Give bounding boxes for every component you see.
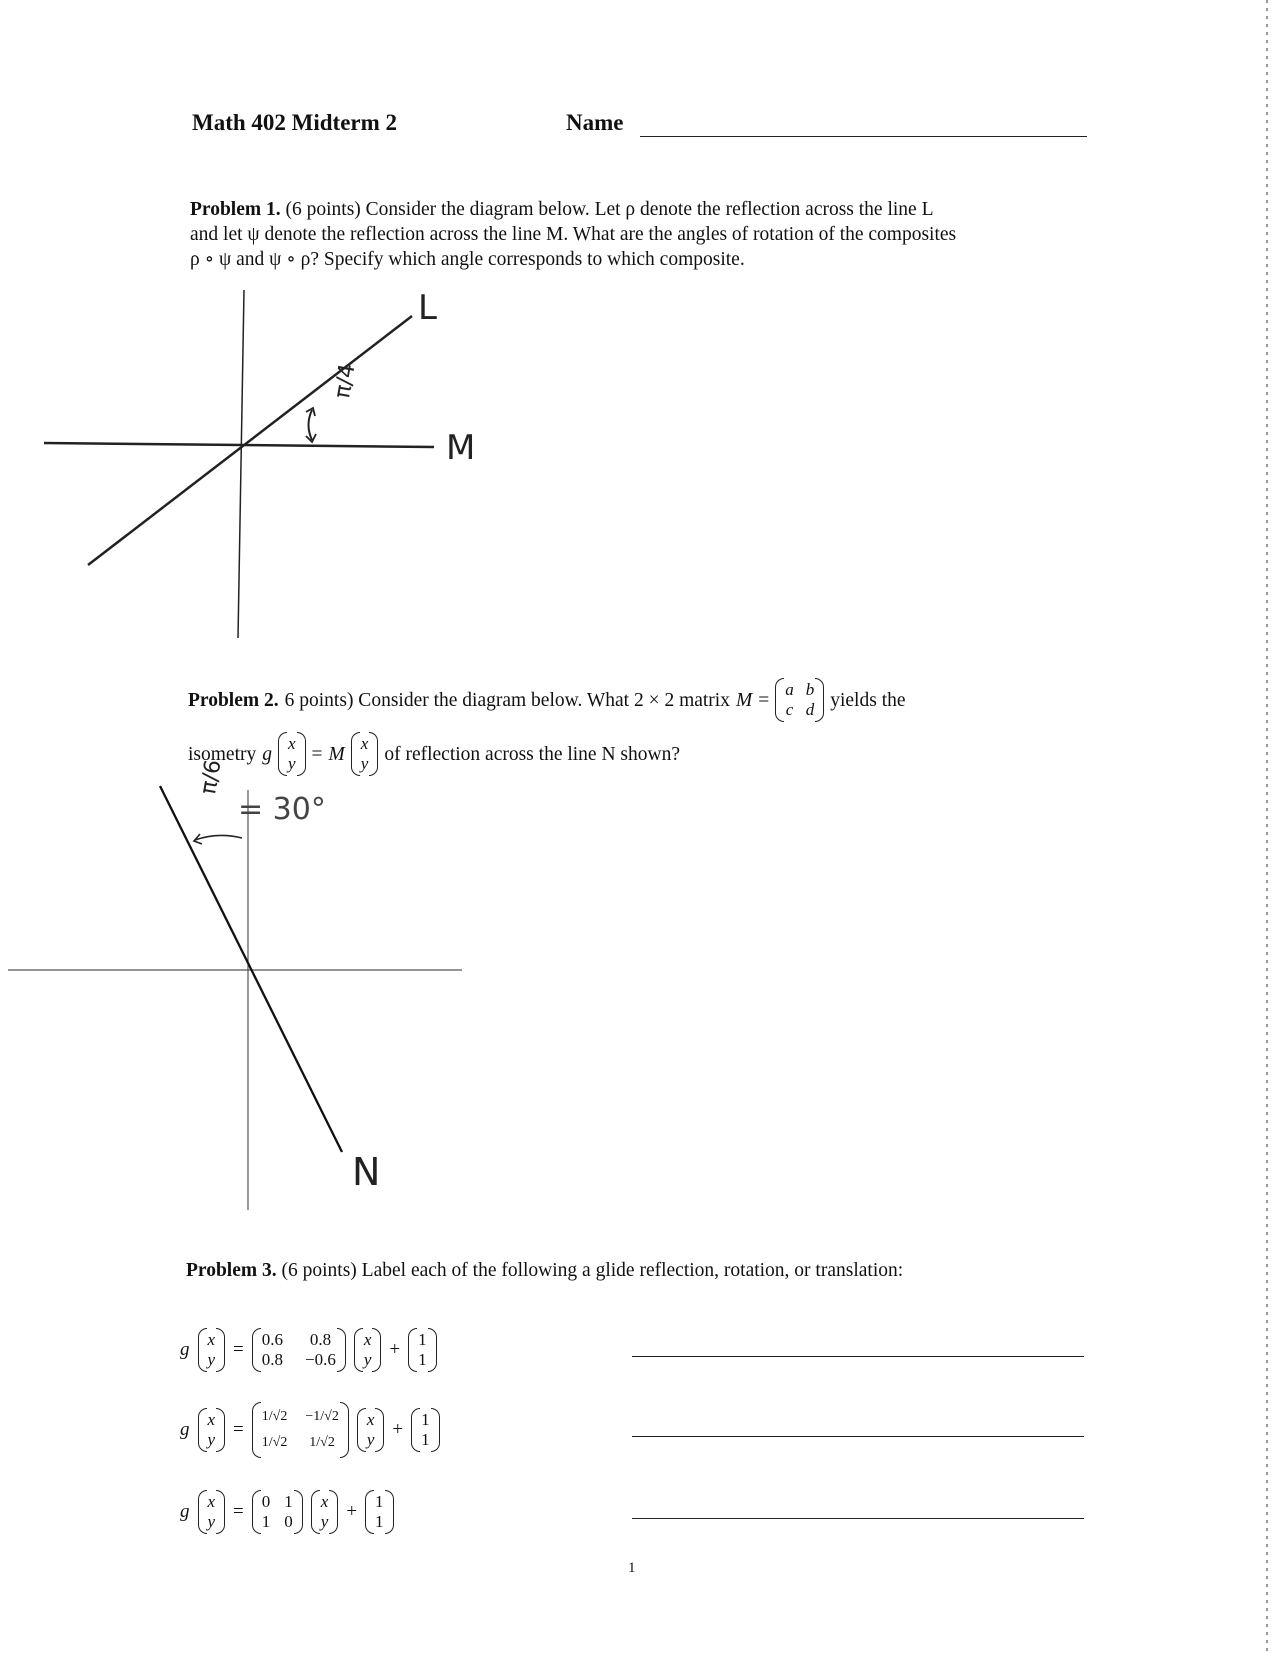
line-N [160, 786, 342, 1152]
name-field-line[interactable] [640, 136, 1087, 137]
line-L-label: L [418, 288, 437, 328]
problem-2-title: Problem 2. [188, 689, 279, 711]
equation-2: g x y = 1/√2 −1/√2 1/√2 1/√2 x y + 1 1 [180, 1398, 440, 1462]
problem-1-diagram [0, 280, 520, 640]
problem-2-line-2: isometry g x y = M x y of reflection across the line N shown? [188, 730, 680, 778]
equation-2-matrix: 1/√2 −1/√2 1/√2 1/√2 [252, 1404, 349, 1456]
problem-2-diagram [0, 780, 480, 1220]
equation-1: g x y = 0.6 0.8 0.8 −0.6 x y + 1 1 [180, 1318, 437, 1382]
angle-label-pi-6: π/6 [196, 757, 227, 797]
equation-3: g x y = 0 1 1 0 x y + 1 1 [180, 1480, 394, 1544]
vertical-axis [238, 290, 244, 638]
problem-1-title: Problem 1. [190, 199, 281, 220]
matrix-abcd: a b c d [775, 680, 824, 720]
answer-line-2[interactable] [632, 1436, 1084, 1437]
angle-label-pi-4: π/4 [330, 361, 361, 401]
answer-line-1[interactable] [632, 1356, 1084, 1357]
line-L [88, 316, 412, 565]
equation-3-matrix: 0 1 1 0 [252, 1492, 303, 1532]
angle-arc-2 [195, 835, 242, 840]
line-M [44, 443, 434, 447]
scan-edge [1266, 0, 1268, 1656]
problem-1-text: Problem 1. (6 points) Consider the diagram below. Let ρ denote the reflection across the line L and let ψ denote the reflection across the line M. What are the angles of rotation of the composites ρ ∘ ψ and ψ ∘ ρ? Specify which angle corresponds to which composite. [190, 199, 957, 270]
problem-3-text: Problem 3. (6 points) Label each of the following a glide reflection, rotation, or translation: [186, 1260, 904, 1281]
page-number: 1 [628, 1560, 636, 1576]
course-title: Math 402 Midterm 2 [192, 110, 398, 135]
angle-arc [309, 410, 313, 440]
answer-line-3[interactable] [632, 1518, 1084, 1519]
vector-xy: x y [278, 734, 306, 774]
problem-3-title: Problem 3. [186, 1260, 277, 1281]
name-label: Name [566, 110, 624, 135]
line-M-label: M [446, 428, 476, 468]
angle-note-30: = 30° [238, 792, 326, 827]
equation-1-matrix: 0.6 0.8 0.8 −0.6 [252, 1330, 346, 1370]
problem-2-line-1: Problem 2. 6 points) Consider the diagram below. What 2 × 2 matrix M = a b c d yields the [188, 680, 1088, 720]
vector-xy-2: x y [351, 734, 379, 774]
line-N-label: N [352, 1150, 381, 1194]
